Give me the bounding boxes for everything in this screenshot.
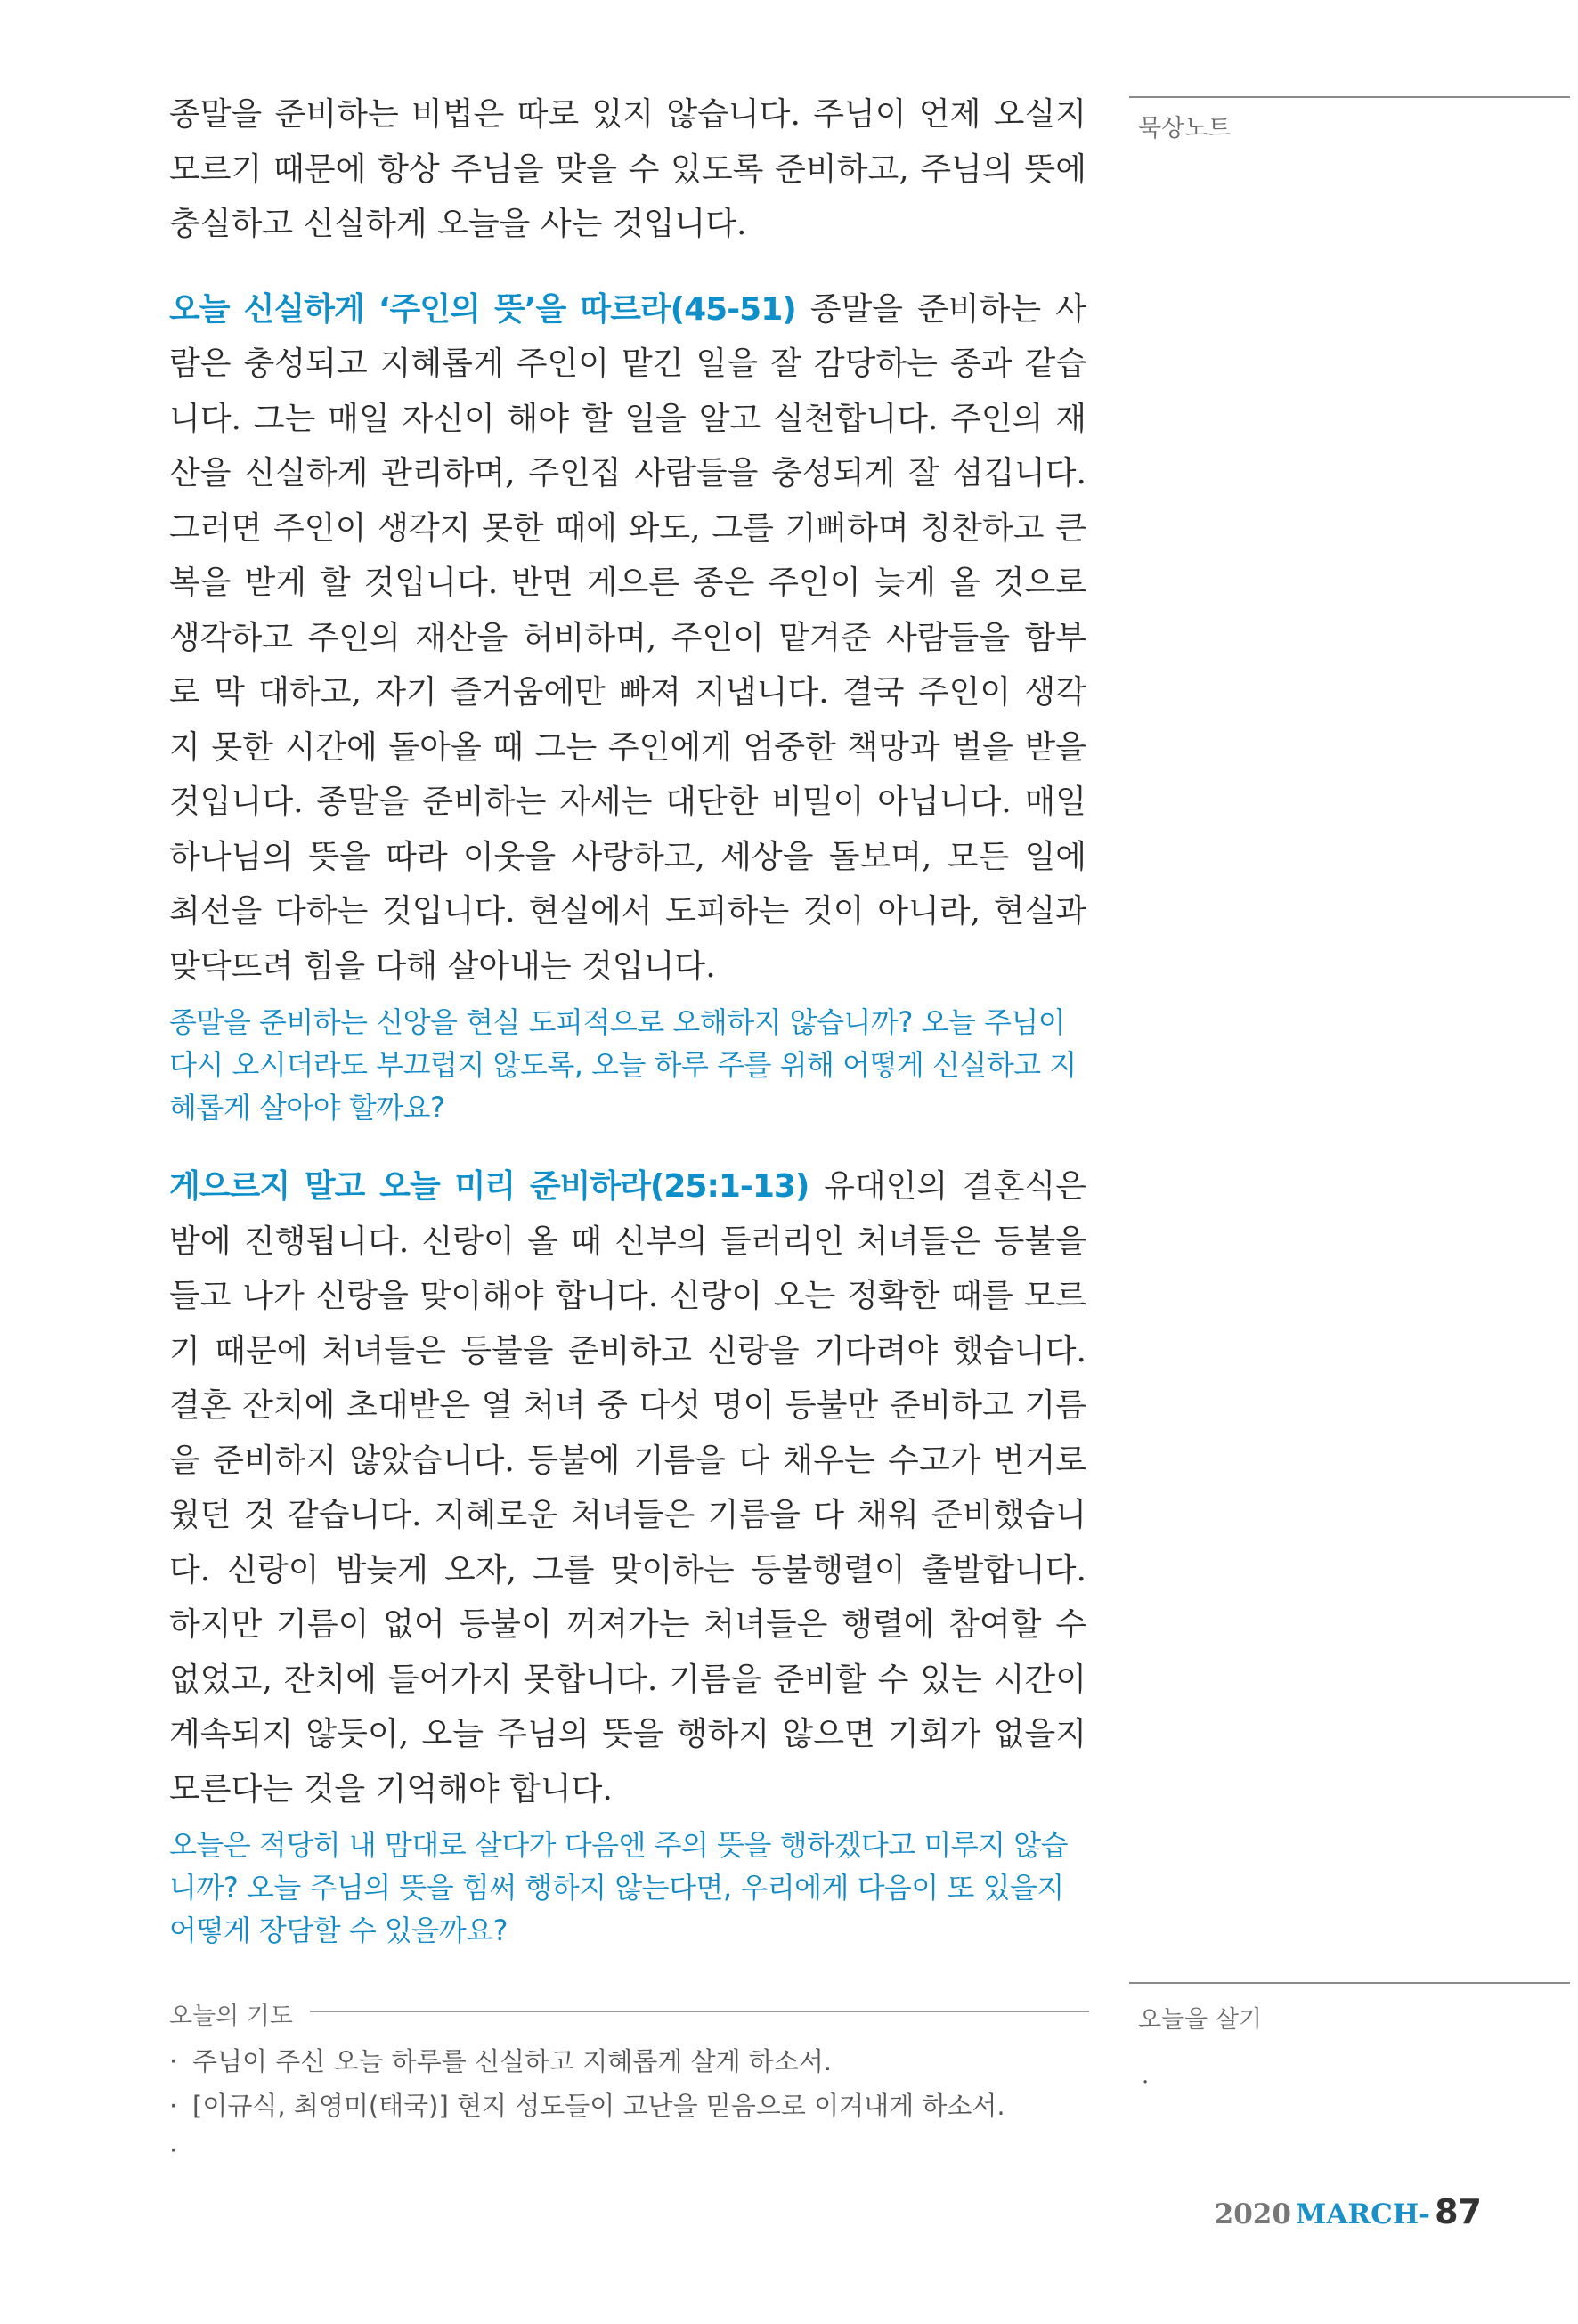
- section-1-paragraph: [169, 282, 1086, 995]
- section-2-question: 오늘은 적당히 내 맘대로 살다가 다음엔 주의 뜻을 행하겠다고 미루지 않습니까? 오늘 주님의 뜻을 힘써 행하지 않는다면, 우리에게 다음이 또 있을지 어떻게 장담할 수 있을까요?: [169, 1828, 1069, 1947]
- prayer-item: [169, 2084, 1086, 2128]
- bullet-icon: ·: [169, 2091, 178, 2121]
- section-1-heading: 오늘 신실하게 ‘주인의 뜻’을 따르라(45-51): [169, 290, 796, 328]
- sidebar-bottom-rule: [1129, 1982, 1570, 1984]
- meditation-note-label: 묵상노트: [1138, 115, 1232, 142]
- footer-year: 2020: [1214, 2198, 1291, 2231]
- section-2-heading: 게으르지 말고 오늘 미리 준비하라(25:1-13): [169, 1168, 809, 1205]
- today-living-label: 오늘을 살기: [1138, 2006, 1262, 2034]
- section-1-body: 종말을 준비하는 사람은 충성되고 지혜롭게 주인이 맡긴 일을 잘 감당하는 종과 같습니다. 그는 매일 자신이 해야 할 일을 알고 실천합니다. 주인의 재산을 신실하게 관리하며, 주인집 사람들을 충성되게 잘 섬깁니다. 그러면 주인이 생각지 못한 때에 와도, 그를 기뻐하며 칭찬하고 큰 복을 받게 할 것입니다. 반면 게으른 종은 주인이 늦게 올 것으로 생각하고 주인의 재산을 허비하며, 주인이 맡겨준 사람들을 함부로 막 대하고, 자기 즐거움에만 빠져 지냅니다. 결국 주인이 생각지 못한 시간에 돌아올 때 그는 주인에게 엄중한 책망과 벌을 받을 것입니다. 종말을 준비하는 자세는 대단한 비밀이 아닙니다. 매일 하나님의 뜻을 따라 이웃을 사랑하고, 세상을 돌보며, 모든 일에 최선을 다하는 것입니다. 현실에서 도피하는 것이 아니라, 현실과 맞닥뜨려 힘을 다해 살아내는 것입니다.: [169, 290, 1086, 985]
- section-2-paragraph: [169, 1159, 1086, 1816]
- main-content: [169, 87, 1086, 1952]
- bullet-icon: ·: [169, 2135, 178, 2166]
- page-number: 87: [1435, 2192, 1482, 2231]
- prayer-rule: [310, 2011, 1089, 2012]
- prayer-item-text: [이규식, 최영미(태국)] 현지 성도들이 고난을 믿음으로 이겨내게 하소서.: [192, 2091, 1005, 2121]
- sidebar-top-rule: [1129, 96, 1570, 98]
- bullet-icon: ·: [169, 2046, 178, 2076]
- footer-dash: -: [1419, 2198, 1431, 2231]
- prayer-label: 오늘의 기도: [169, 2003, 293, 2030]
- intro-paragraph: 종말을 준비하는 비법은 따로 있지 않습니다. 주님이 언제 오실지 모르기 때문에 항상 주님을 맞을 수 있도록 준비하고, 주님의 뜻에 충실하고 신실하게 오늘을 사는 것입니다.: [169, 96, 1086, 242]
- prayer-item: [169, 2128, 1086, 2173]
- footer-month: MARCH: [1296, 2198, 1419, 2231]
- prayer-list: [169, 2039, 1086, 2173]
- page-footer: [1215, 2192, 1482, 2231]
- section-2-body: 유대인의 결혼식은 밤에 진행됩니다. 신랑이 올 때 신부의 들러리인 처녀들은 등불을 들고 나가 신랑을 맞이해야 합니다. 신랑이 오는 정확한 때를 모르기 때문에 처녀들은 등불을 준비하고 신랑을 기다려야 했습니다. 결혼 잔치에 초대받은 열 처녀 중 다섯 명이 등불만 준비하고 기름을 준비하지 않았습니다. 등불에 기름을 다 채우는 수고가 번거로웠던 것 같습니다. 지혜로운 처녀들은 기름을 다 채워 준비했습니다. 신랑이 밤늦게 오자, 그를 맞이하는 등불행렬이 출발합니다. 하지만 기름이 없어 등불이 꺼져가는 처녀들은 행렬에 참여할 수 없었고, 잔치에 들어가지 못합니다. 기름을 준비할 수 있는 시간이 계속되지 않듯이, 오늘 주님의 뜻을 행하지 않으면 기회가 없을지 모른다는 것을 기억해야 합니다.: [169, 1168, 1086, 1808]
- section-1-question: 종말을 준비하는 신앙을 현실 도피적으로 오해하지 않습니까? 오늘 주님이 다시 오시더라도 부끄럽지 않도록, 오늘 하루 주를 위해 어떻게 신실하고 지혜롭게 살아야 할까요?: [169, 1005, 1077, 1125]
- prayer-item: [169, 2039, 1086, 2084]
- prayer-item-text: 주님이 주신 오늘 하루를 신실하고 지혜롭게 살게 하소서.: [192, 2046, 833, 2076]
- bullet-icon: ·: [1142, 2069, 1150, 2096]
